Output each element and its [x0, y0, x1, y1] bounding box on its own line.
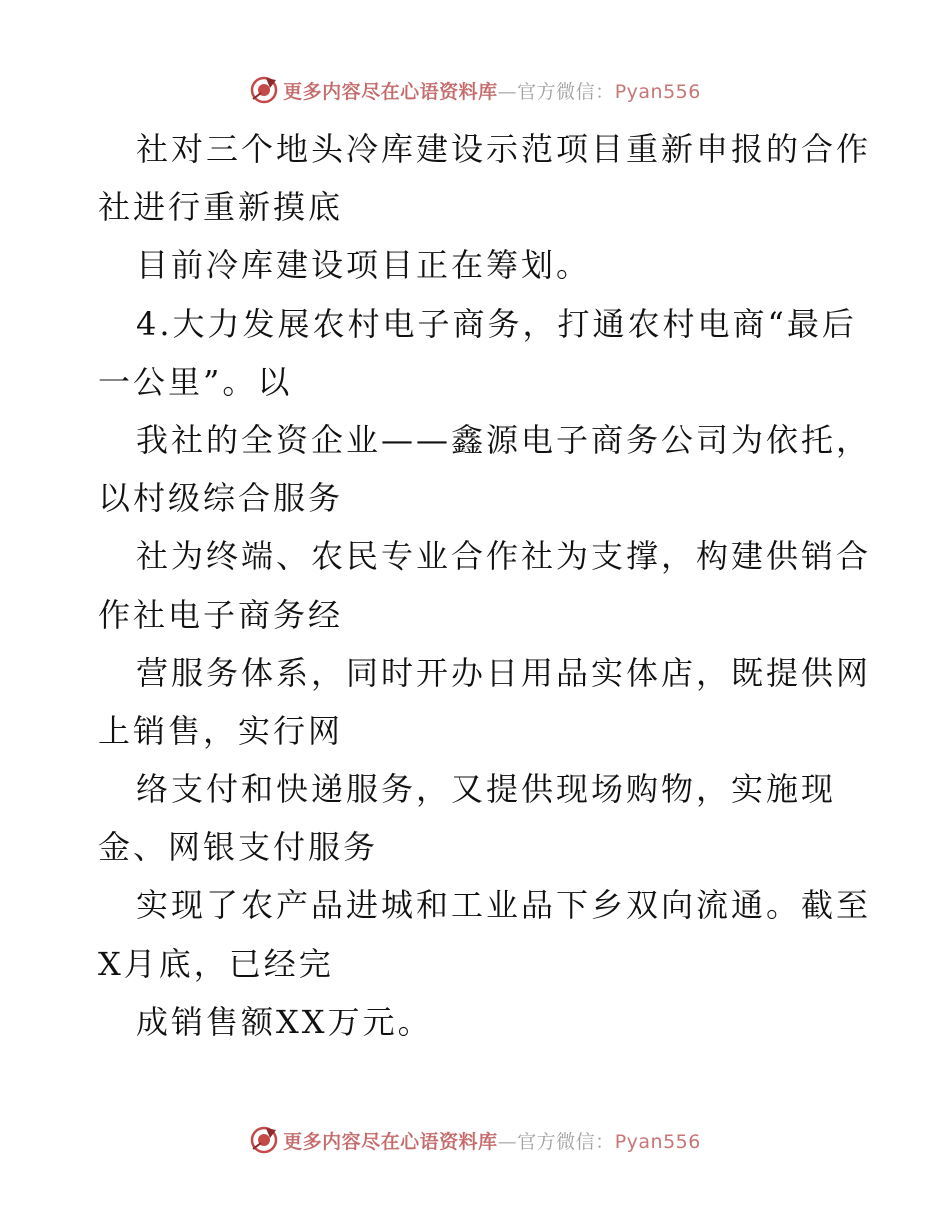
- body-line: 目前冷库建设项目正在筹划。: [136, 246, 592, 285]
- header-text: [283, 77, 701, 104]
- body-line: 社对三个地头冷库建设示范项目重新申报的合作: [136, 130, 872, 168]
- body-line: X月底，已经完: [98, 944, 334, 983]
- body-line: 金、网银支付服务: [98, 828, 379, 867]
- footer-banner: [0, 1120, 950, 1160]
- header-label: 官方微信：: [517, 80, 615, 103]
- body-line: 一公里”。以: [98, 362, 293, 401]
- footer-brand: 更多内容尽在心语资料库: [283, 1130, 498, 1153]
- document-body: [98, 120, 872, 1051]
- pen-logo-icon: [249, 75, 279, 105]
- body-line: 络支付和快递服务，又提供现场购物，实施现: [136, 770, 837, 809]
- body-line: 成销售额XX万元。: [136, 1002, 433, 1041]
- body-line: 4.大力发展农村电子商务，打通农村电商“最后: [136, 304, 857, 343]
- footer-label: 官方微信：: [517, 1130, 615, 1153]
- pen-logo-icon: [249, 1125, 279, 1155]
- footer-text: [283, 1127, 701, 1154]
- header-separator: —: [497, 80, 518, 103]
- body-line: 实现了农产品进城和工业品下乡双向流通。截至: [136, 886, 872, 925]
- header-brand: 更多内容尽在心语资料库: [283, 80, 498, 103]
- body-line: 上销售，实行网: [98, 711, 344, 750]
- header-wechat-id: Pyan556: [614, 80, 701, 103]
- body-line: 营服务体系，同时开办日用品实体店，既提供网: [136, 653, 872, 692]
- footer-wechat-id: Pyan556: [614, 1130, 701, 1153]
- body-line: 社进行重新摸底: [98, 188, 344, 227]
- body-line: 作社电子商务经: [98, 595, 344, 634]
- header-banner: [0, 70, 950, 110]
- header-banner-content: [249, 75, 701, 105]
- body-line: 以村级综合服务: [98, 479, 344, 518]
- body-line: 我社的全资企业——鑫源电子商务公司为依托，: [136, 420, 872, 459]
- footer-banner-content: [249, 1125, 701, 1155]
- footer-separator: —: [497, 1130, 518, 1153]
- body-line: 社为终端、农民专业合作社为支撑，构建供销合: [136, 537, 872, 576]
